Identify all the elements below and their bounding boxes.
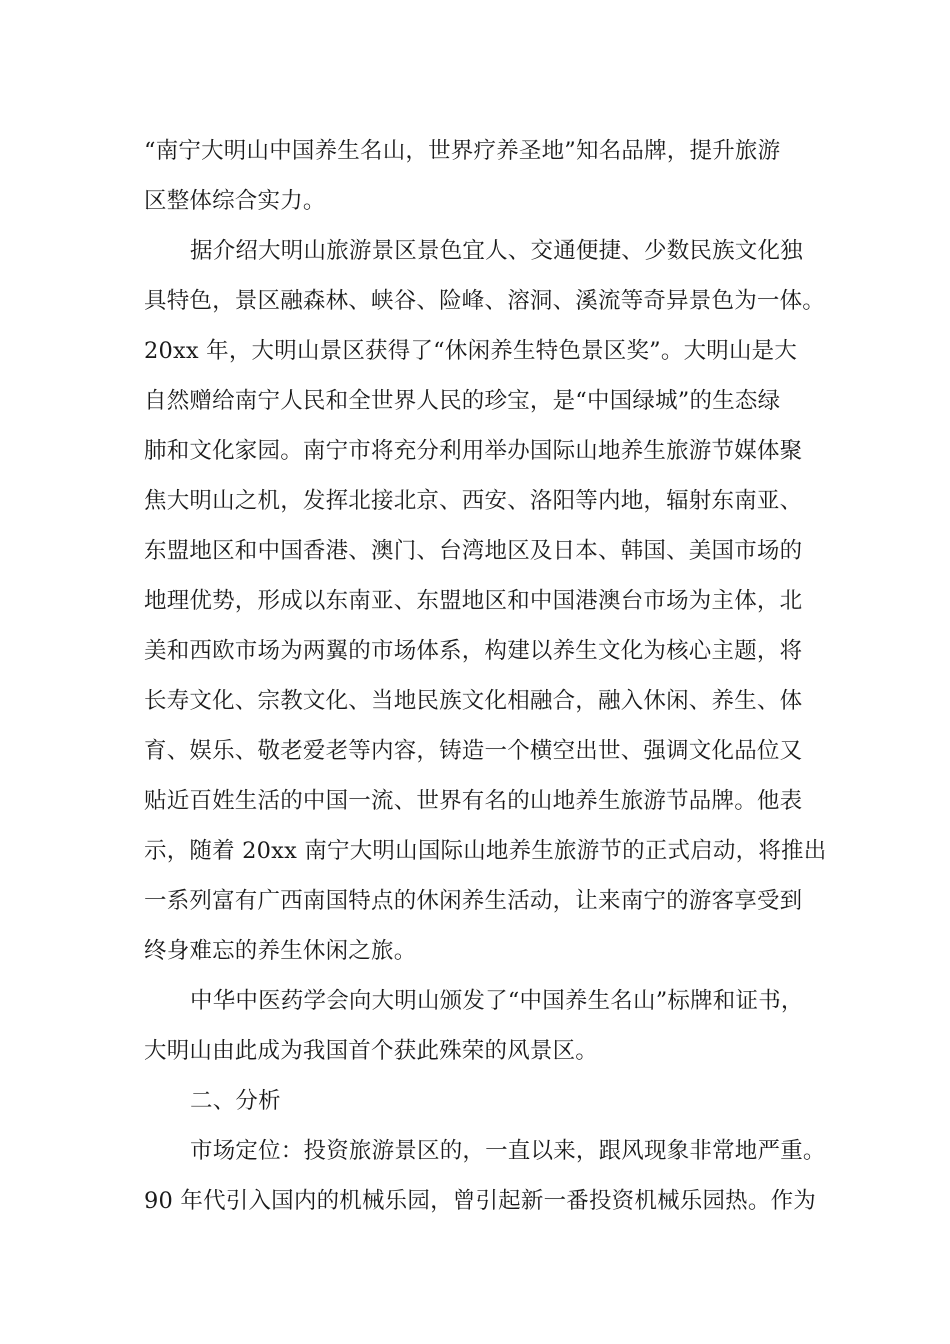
text-line: “南宁大明山中国养生名山，世界疗养圣地”知名品牌，提升旅游	[144, 138, 781, 164]
text-line: 东盟地区和中国香港、澳门、台湾地区及日本、韩国、美国市场的	[144, 538, 803, 564]
text-line: 美和西欧市场为两翼的市场体系，构建以养生文化为核心主题，将	[144, 638, 803, 664]
text-line: 育、娱乐、敬老爱老等内容，铸造一个横空出世、强调文化品位又	[144, 738, 803, 764]
text-line: 据介绍大明山旅游景区景色宜人、交通便捷、少数民族文化独	[190, 238, 803, 264]
text-line: 肺和文化家园。南宁市将充分利用举办国际山地养生旅游节媒体聚	[144, 438, 803, 464]
text-line: 市场定位：投资旅游景区的，一直以来，跟风现象非常地严重。	[190, 1138, 826, 1164]
text-line: 区整体综合实力。	[144, 188, 326, 214]
text-line: 贴近百姓生活的中国一流、世界有名的山地养生旅游节品牌。他表	[144, 788, 803, 814]
text-line: 长寿文化、宗教文化、当地民族文化相融合，融入休闲、养生、体	[144, 688, 803, 714]
text-line: 示，随着 20xx 南宁大明山国际山地养生旅游节的正式启动，将推出	[144, 838, 827, 864]
text-line: 90 年代引入国内的机械乐园，曾引起新一番投资机械乐园热。作为	[144, 1188, 816, 1214]
text-line: 终身难忘的养生休闲之旅。	[144, 938, 417, 964]
section-heading: 二、分析	[190, 1088, 281, 1114]
text-line: 具特色，景区融森林、峡谷、险峰、溶洞、溪流等奇异景色为一体。	[144, 288, 826, 314]
text-line: 20xx 年，大明山景区获得了“休闲养生特色景区奖”。大明山是大	[144, 338, 798, 364]
text-line: 一系列富有广西南国特点的休闲养生活动，让来南宁的游客享受到	[144, 888, 803, 914]
text-line: 自然赠给南宁人民和全世界人民的珍宝，是“中国绿城”的生态绿	[144, 388, 781, 414]
text-line: 焦大明山之机，发挥北接北京、西安、洛阳等内地，辐射东南亚、	[144, 488, 803, 514]
text-line: 地理优势，形成以东南亚、东盟地区和中国港澳台市场为主体，北	[144, 588, 803, 614]
text-line: 中华中医药学会向大明山颁发了“中国养生名山”标牌和证书，	[190, 988, 804, 1014]
text-line: 大明山由此成为我国首个获此殊荣的风景区。	[144, 1038, 599, 1064]
